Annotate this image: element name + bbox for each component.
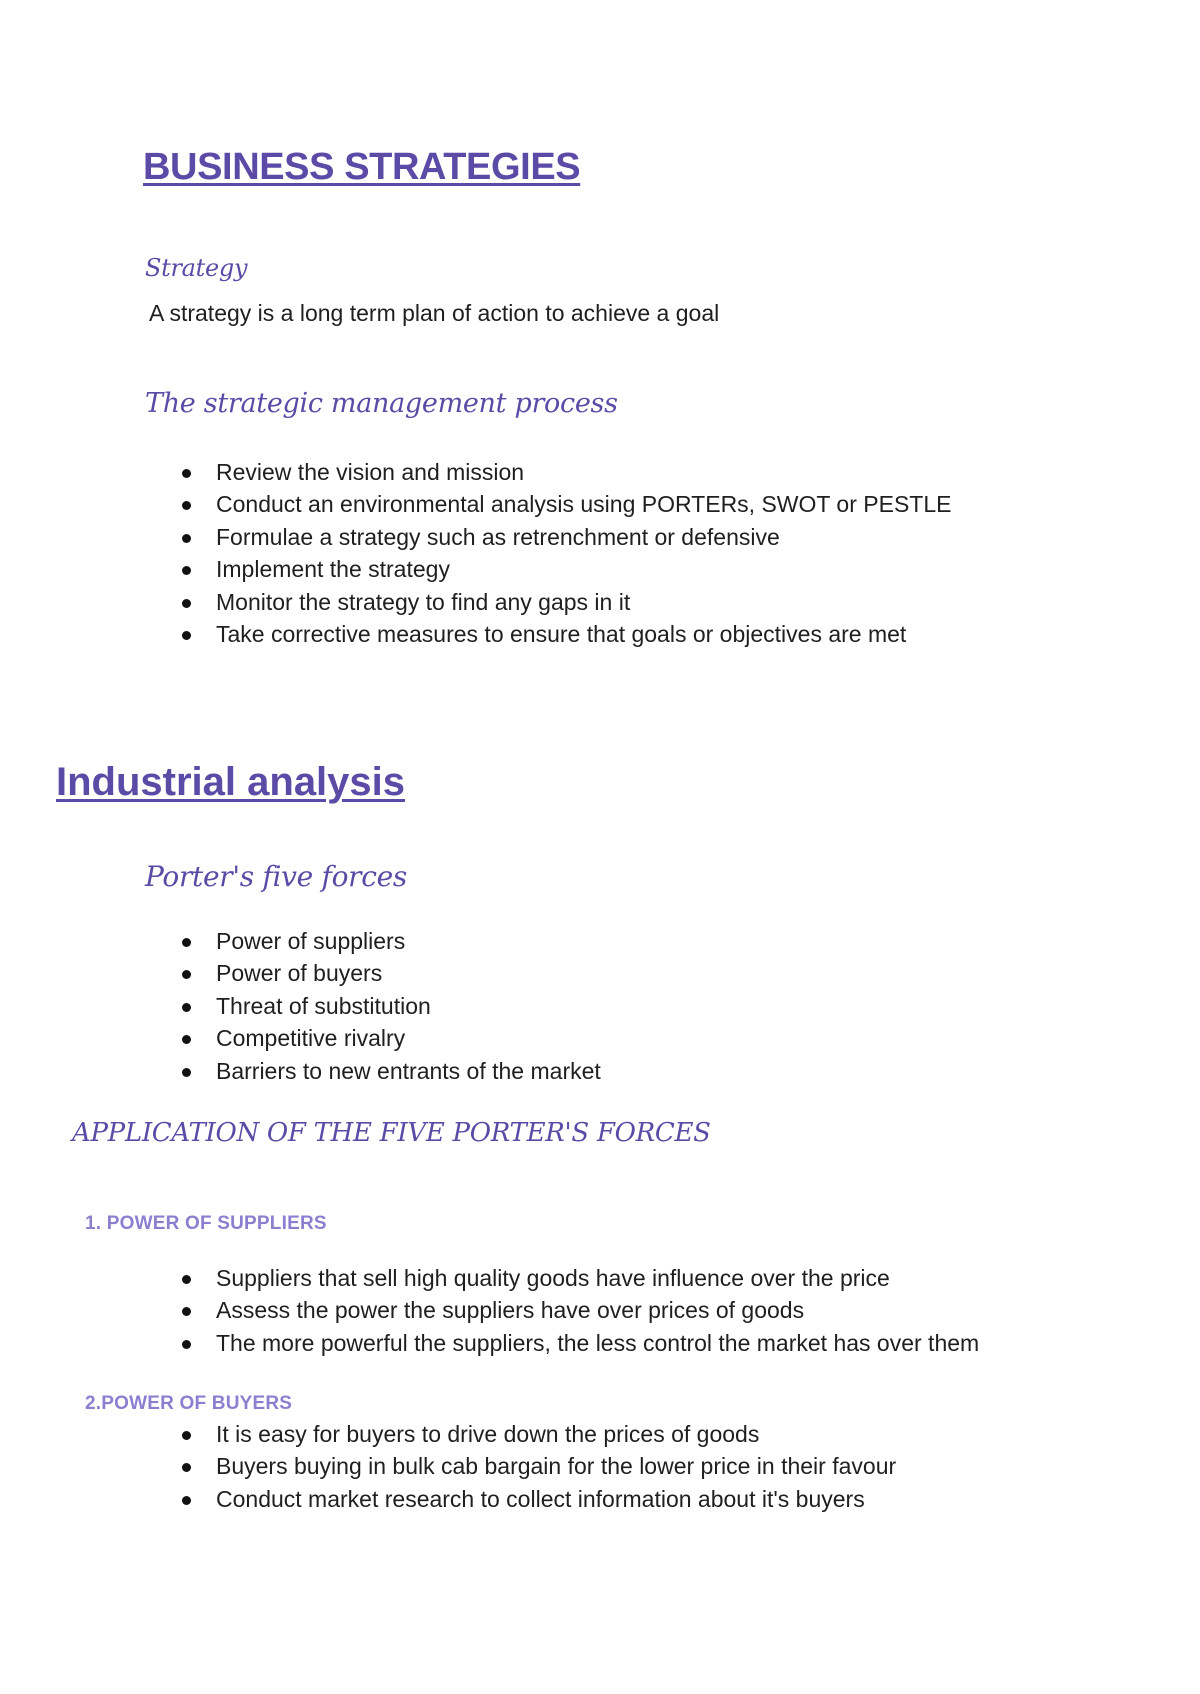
industrial-analysis-title: Industrial analysis xyxy=(56,760,406,804)
list-item xyxy=(0,1418,896,1450)
list-item-text: Take corrective measures to ensure that goals or objectives are met xyxy=(216,620,907,647)
bullet-icon xyxy=(182,1275,191,1284)
power-of-buyers-heading: 2.POWER OF BUYERS xyxy=(85,1393,293,1414)
list-item-text: Monitor the strategy to find any gaps in it xyxy=(216,588,631,615)
bullet-icon xyxy=(182,1307,191,1316)
list-item xyxy=(0,1450,896,1482)
list-item xyxy=(0,618,951,650)
list-item xyxy=(0,1055,601,1087)
list-item-text: Conduct market research to collect information about it's buyers xyxy=(216,1485,865,1512)
list-item xyxy=(0,586,951,618)
bullet-icon xyxy=(182,599,191,608)
five-forces-list xyxy=(0,925,601,1087)
list-item-text: Assess the power the suppliers have over prices of goods xyxy=(216,1297,805,1324)
bullet-icon xyxy=(182,1003,191,1012)
bullet-icon xyxy=(182,631,191,640)
list-item xyxy=(0,553,951,585)
bullet-icon xyxy=(182,1496,191,1505)
bullet-icon xyxy=(182,534,191,543)
strategy-heading: Strategy xyxy=(145,254,248,282)
list-item-text: Threat of substitution xyxy=(216,992,431,1019)
list-item-text: Review the vision and mission xyxy=(216,459,525,485)
list-item xyxy=(0,1294,979,1326)
bullet-icon xyxy=(182,469,191,478)
power-of-suppliers-heading: 1. POWER OF SUPPLIERS xyxy=(85,1213,327,1234)
list-item-text: Implement the strategy xyxy=(216,556,450,583)
bullet-icon xyxy=(182,1035,191,1044)
strategic-process-list xyxy=(0,456,951,650)
power-of-suppliers-list xyxy=(0,1262,979,1359)
list-item xyxy=(0,1262,979,1294)
bullet-icon xyxy=(182,501,191,510)
bullet-icon xyxy=(182,1340,191,1349)
list-item-text: Competitive rivalry xyxy=(216,1025,406,1052)
list-item xyxy=(0,1022,601,1054)
list-item-text: Buyers buying in bulk cab bargain for the lower price in their favour xyxy=(216,1453,897,1480)
list-item-text: It is easy for buyers to drive down the prices of goods xyxy=(216,1421,760,1447)
list-item xyxy=(0,488,951,520)
list-item-text: Conduct an environmental analysis using PORTERs, SWOT or PESTLE xyxy=(216,491,952,518)
bullet-icon xyxy=(182,566,191,575)
list-item-text: The more powerful the suppliers, the less control the market has over them xyxy=(216,1329,980,1356)
document-title: BUSINESS STRATEGIES xyxy=(143,146,581,188)
list-item-text: Formulae a strategy such as retrenchment or defensive xyxy=(216,523,780,550)
list-item xyxy=(0,1327,979,1359)
list-item xyxy=(0,990,601,1022)
list-item xyxy=(0,521,951,553)
application-heading: APPLICATION OF THE FIVE PORTER'S FORCES xyxy=(72,1118,711,1148)
bullet-icon xyxy=(182,970,191,979)
bullet-icon xyxy=(182,1431,191,1440)
list-item-text: Power of suppliers xyxy=(216,928,406,954)
bullet-icon xyxy=(182,938,191,947)
list-item-text: Barriers to new entrants of the market xyxy=(216,1057,601,1084)
power-of-buyers-list xyxy=(0,1418,896,1515)
list-item-text: Power of buyers xyxy=(216,960,383,987)
bullet-icon xyxy=(182,1463,191,1472)
list-item-text: Suppliers that sell high quality goods have influence over the price xyxy=(216,1265,890,1291)
list-item xyxy=(0,957,601,989)
bullet-icon xyxy=(182,1068,191,1077)
list-item xyxy=(0,925,601,957)
strategy-definition: A strategy is a long term plan of action to achieve a goal xyxy=(149,300,720,326)
porters-five-forces-heading: Porter's five forces xyxy=(145,860,407,893)
list-item xyxy=(0,1483,896,1515)
strategic-process-heading: The strategic management process xyxy=(145,388,618,419)
list-item xyxy=(0,456,951,488)
